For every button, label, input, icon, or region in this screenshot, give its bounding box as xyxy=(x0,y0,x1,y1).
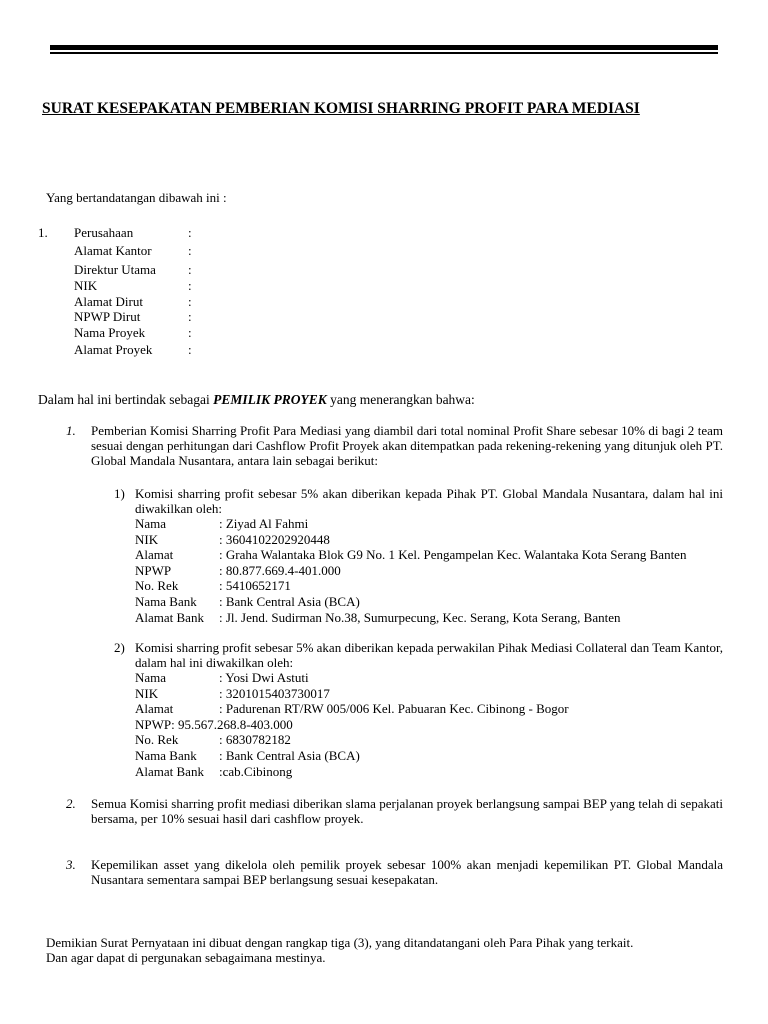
closing-line-1: Demikian Surat Pernyataan ini dibuat dengan rangkap tiga (3), yang ditandatangani oleh Para Pihak yang terkait. xyxy=(46,935,634,950)
recipient-1-details xyxy=(135,516,686,625)
detail-row xyxy=(135,748,569,764)
role-emphasis: PEMILIK PROYEK xyxy=(213,392,327,407)
field-label: Alamat Proyek xyxy=(74,342,153,357)
field-label: NPWP Dirut xyxy=(74,309,141,324)
detail-value: : Yosi Dwi Astuti xyxy=(219,670,309,685)
role-statement xyxy=(38,392,475,407)
detail-key: No. Rek xyxy=(135,578,179,594)
detail-value: : 80.877.669.4-401.000 xyxy=(219,562,341,578)
detail-key: NPWP xyxy=(135,562,172,578)
detail-key: No. Rek xyxy=(135,732,179,748)
field-colon: : xyxy=(188,243,192,258)
role-before: Dalam hal ini bertindak sebagai xyxy=(38,392,214,407)
point-text: Kepemilikan asset yang dikelola oleh pemilik proyek sebesar 100% akan menjadi kepemilikan PT. Global Mandala Nusantara sementara sampai BEP berlangsung sesuai kesepakatan. xyxy=(91,857,723,887)
detail-value: : 3604102202920448 xyxy=(219,531,330,547)
detail-key: Nama Bank xyxy=(135,593,197,609)
header-rule-thick xyxy=(50,45,718,50)
detail-key: Alamat Bank xyxy=(135,763,204,779)
field-colon: : xyxy=(188,262,192,277)
header-rule-thin xyxy=(50,52,718,54)
detail-row xyxy=(135,686,569,702)
detail-key: Alamat Bank xyxy=(135,609,204,625)
detail-key: Alamat xyxy=(135,701,174,717)
field-label: Perusahaan xyxy=(74,225,134,240)
detail-row xyxy=(135,594,686,610)
detail-row xyxy=(135,532,686,548)
npwp-line: NPWP: 95.567.268.8-403.000 xyxy=(135,716,293,732)
detail-row xyxy=(135,547,686,563)
detail-key: NIK xyxy=(135,685,159,701)
detail-key: Nama xyxy=(135,670,167,685)
detail-row xyxy=(135,578,686,594)
sub-item-text: Komisi sharring profit sebesar 5% akan diberikan kepada Pihak PT. Global Mandala Nusantara, dalam hal ini diwakilkan oleh: xyxy=(135,486,723,516)
field-label: NIK xyxy=(74,278,98,293)
detail-key: Alamat xyxy=(135,547,174,563)
field-colon: : xyxy=(188,309,192,324)
field-colon: : xyxy=(188,225,192,240)
detail-value: : 3201015403730017 xyxy=(219,685,330,701)
detail-key: NIK xyxy=(135,531,159,547)
detail-value: :cab.Cibinong xyxy=(219,763,293,779)
intro-text: Yang bertandatangan dibawah ini : xyxy=(46,190,227,205)
detail-value: : 5410652171 xyxy=(219,578,291,594)
detail-row xyxy=(135,670,569,686)
detail-value: : Bank Central Asia (BCA) xyxy=(219,593,360,609)
point-number: 2. xyxy=(66,796,76,811)
detail-row xyxy=(135,701,569,717)
party-number: 1. xyxy=(38,225,48,240)
closing-line-2: Dan agar dapat di pergunakan sebagaimana mestinya. xyxy=(46,950,326,965)
field-colon: : xyxy=(188,325,192,340)
detail-key: Nama Bank xyxy=(135,747,197,763)
field-colon: : xyxy=(188,342,192,357)
detail-value: : Padurenan RT/RW 005/006 Kel. Pabuaran Kec. Cibinong - Bogor xyxy=(219,701,569,717)
point-text: Pemberian Komisi Sharring Profit Para Mediasi yang diambil dari total nominal Profit Share sebesar 10% di bagi 2 team sesuai dengan perhitungan dari Cashflow Profit Proyek akan ditempatkan pada rekening-rekening yang ditunjuk oleh PT. Global Mandala Nusantara, antara lain sebagai berikut: xyxy=(91,423,723,468)
role-after: yang menerangkan bahwa: xyxy=(326,392,475,407)
document-title: SURAT KESEPAKATAN PEMBERIAN KOMISI SHARRING PROFIT PARA MEDIASI xyxy=(42,100,640,117)
point-number: 1. xyxy=(66,423,76,438)
detail-row xyxy=(135,610,686,626)
detail-value: : Bank Central Asia (BCA) xyxy=(219,747,360,763)
sub-item-number: 1) xyxy=(114,486,125,501)
detail-value: : Graha Walantaka Blok G9 No. 1 Kel. Pengampelan Kec. Walantaka Kota Serang Banten xyxy=(219,547,687,563)
detail-value: : Ziyad Al Fahmi xyxy=(219,516,309,531)
recipient-2-details xyxy=(135,670,569,779)
point-number: 3. xyxy=(66,857,76,872)
field-label: Alamat Kantor xyxy=(74,243,152,258)
detail-row xyxy=(135,764,569,780)
detail-row xyxy=(135,563,686,579)
field-colon: : xyxy=(188,278,192,293)
detail-row xyxy=(135,516,686,532)
sub-item-number: 2) xyxy=(114,640,125,655)
field-label: Direktur Utama xyxy=(74,262,156,277)
field-label: Alamat Dirut xyxy=(74,294,143,309)
detail-row xyxy=(135,732,569,748)
field-colon: : xyxy=(188,294,192,309)
sub-item-text: Komisi sharring profit sebesar 5% akan diberikan kepada perwakilan Pihak Mediasi Collateral dan Team Kantor, dalam hal ini diwakilkan oleh: xyxy=(135,640,723,670)
detail-value: : 6830782182 xyxy=(219,732,291,748)
detail-key: Nama xyxy=(135,516,167,531)
field-label: Nama Proyek xyxy=(74,325,146,340)
detail-value: : Jl. Jend. Sudirman No.38, Sumurpecung, Kec. Serang, Kota Serang, Banten xyxy=(219,609,621,625)
point-text: Semua Komisi sharring profit mediasi diberikan slama perjalanan proyek berlangsung sampai BEP yang telah di sepakati bersama, per 10% sesuai hasil dari cashflow proyek. xyxy=(91,796,723,826)
